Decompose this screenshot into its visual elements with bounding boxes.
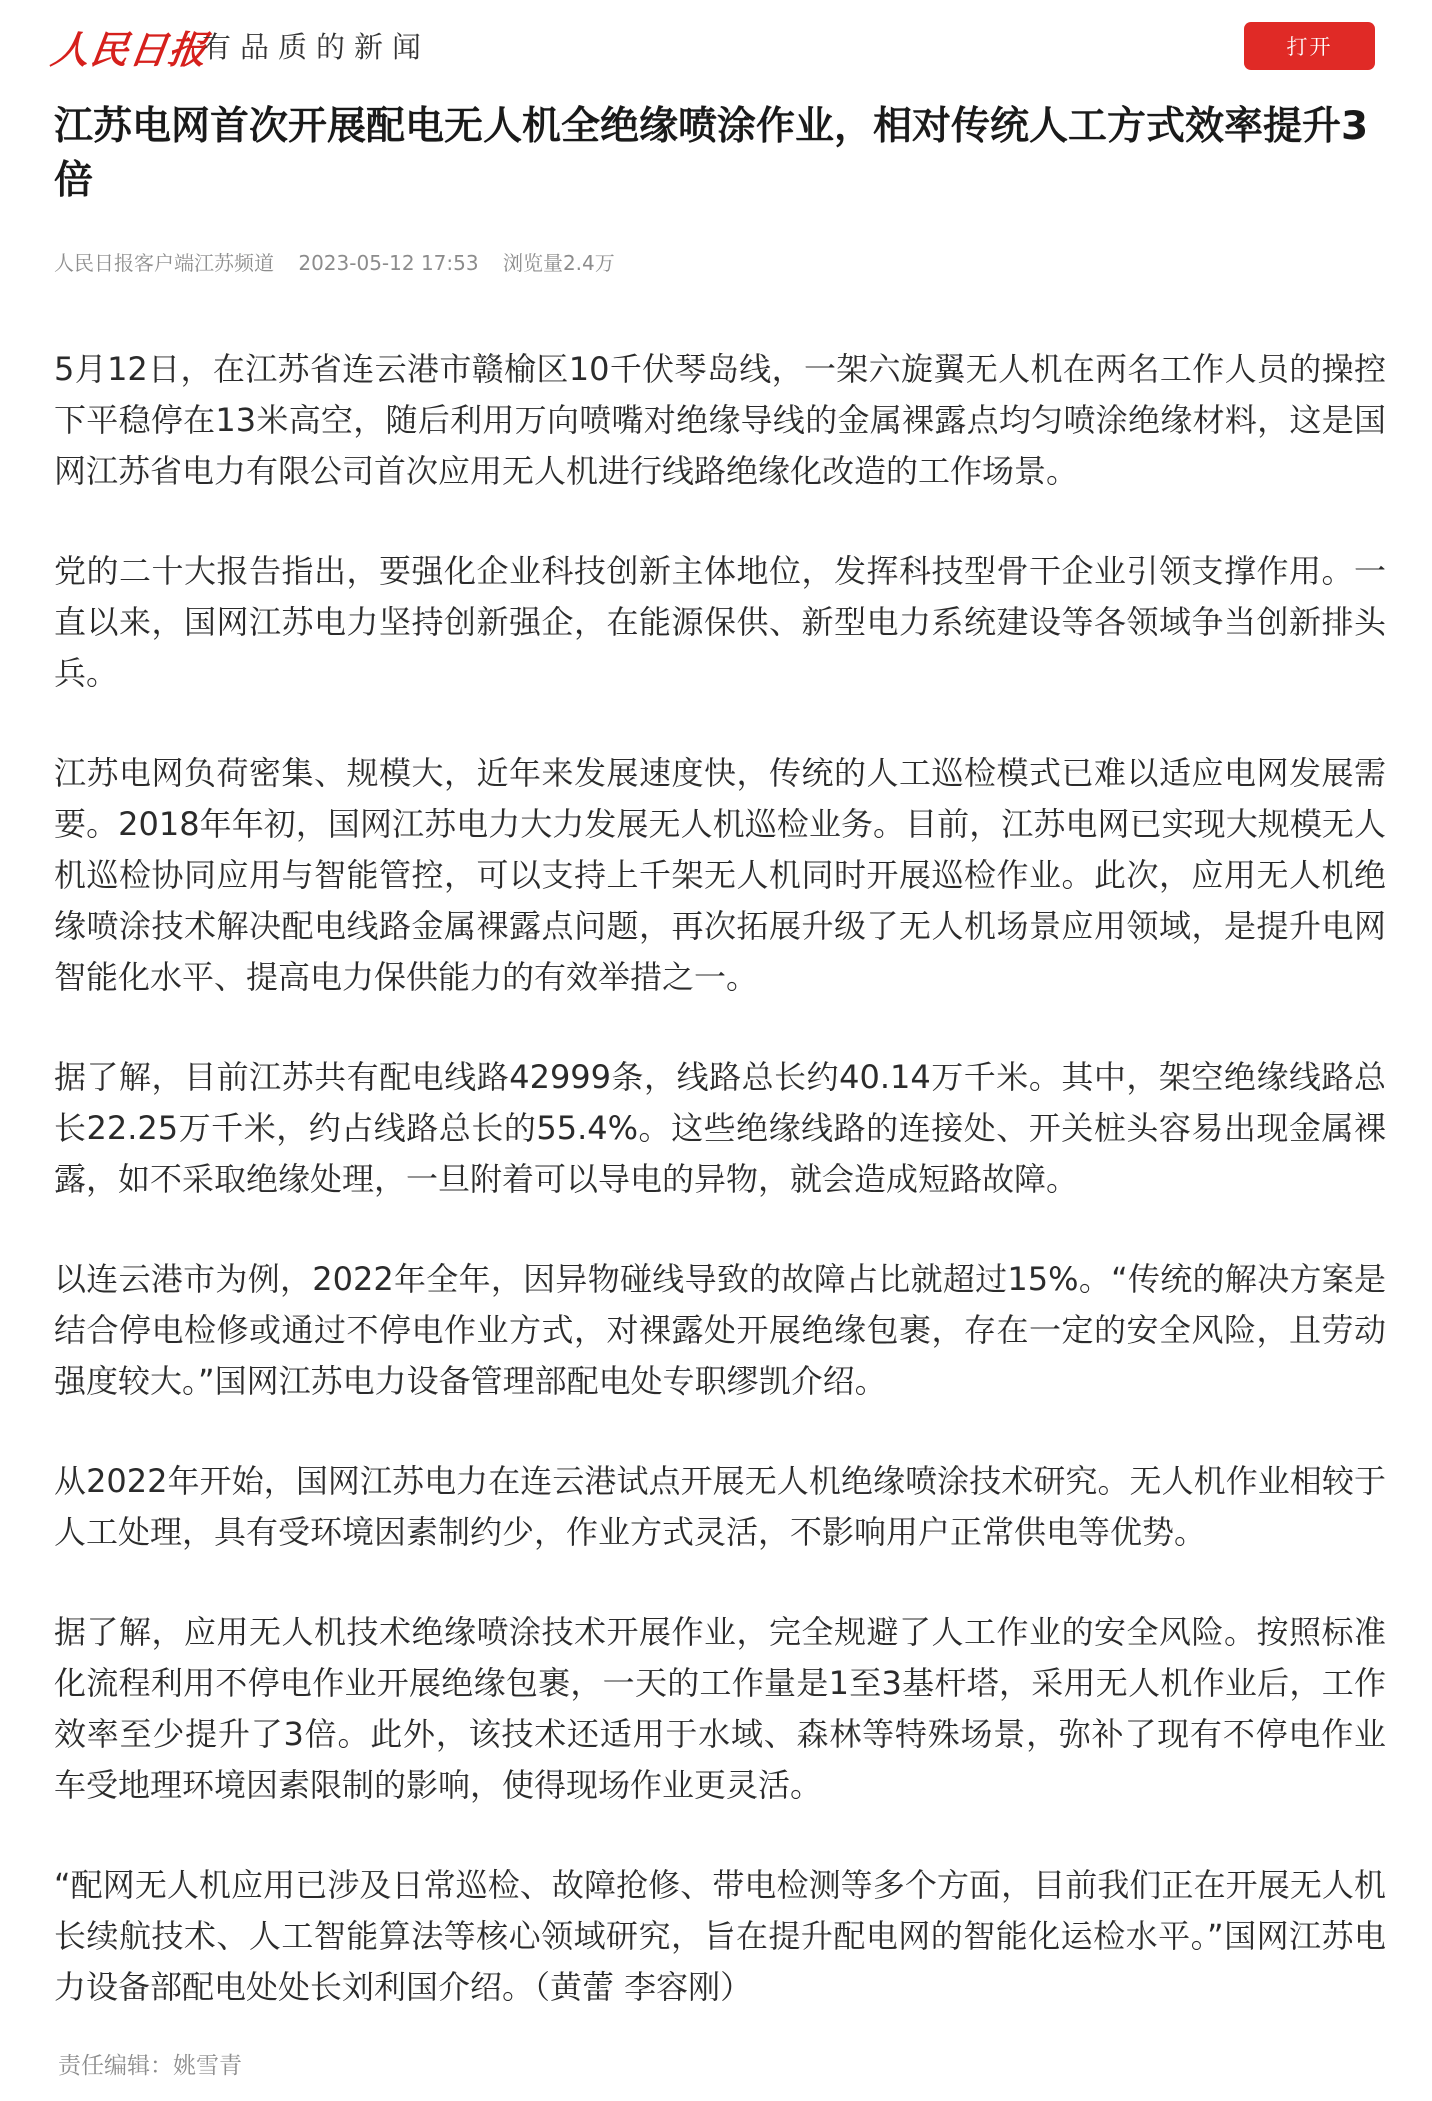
article-meta xyxy=(54,249,633,277)
article-views: 浏览量2.4万 xyxy=(502,251,615,275)
people-daily-logo[interactable] xyxy=(48,20,211,72)
paragraph: 江苏电网负荷密集、规模大，近年来发展速度快，传统的人工巡检模式已难以适应电网发展需要。2018年年初，国网江苏电力大力发展无人机巡检业务。目前，江苏电网已实现大规模无人机巡检协同应用与智能管控，可以支持上千架无人机同时开展巡检作业。此次，应用无人机绝缘喷涂技术解决配电线路金属裸露点问题，再次拓展升级了无人机场景应用领域，是提升电网智能化水平、提高电力保供能力的有效举措之一。 xyxy=(54,754,1386,996)
paragraph: 党的二十大报告指出，要强化企业科技创新主体地位，发挥科技型骨干企业引领支撑作用。一直以来，国网江苏电力坚持创新强企，在能源保供、新型电力系统建设等各领域争当创新排头兵。 xyxy=(54,552,1386,692)
paragraph: 据了解，应用无人机技术绝缘喷涂技术开展作业，完全规避了人工作业的安全风险。按照标准化流程利用不停电作业开展绝缘包裹，一天的工作量是1至3基杆塔，采用无人机作业后，工作效率至少提升了3倍。此外，该技术还适用于水域、森林等特殊场景，弥补了现有不停电作业车受地理环境因素限制的影响，使得现场作业更灵活。 xyxy=(54,1613,1386,1804)
open-app-button[interactable]: 打开 xyxy=(1244,22,1375,70)
article-datetime: 2023-05-12 17:53 xyxy=(298,251,479,275)
article-body xyxy=(54,344,1386,2062)
paragraph: 5月12日，在江苏省连云港市赣榆区10千伏琴岛线，一架六旋翼无人机在两名工作人员的操控下平稳停在13米高空，随后利用万向喷嘴对绝缘导线的金属裸露点均匀喷涂绝缘材料，这是国网江苏省电力有限公司首次应用无人机进行线路绝缘化改造的工作场景。 xyxy=(54,350,1386,490)
paragraph: 从2022年开始，国网江苏电力在连云港试点开展无人机绝缘喷涂技术研究。无人机作业相较于人工处理，具有受环境因素制约少，作业方式灵活，不影响用户正常供电等优势。 xyxy=(54,1462,1386,1551)
paragraph: 以连云港市为例，2022年全年，因异物碰线导致的故障占比就超过15%。“传统的解决方案是结合停电检修或通过不停电作业方式，对裸露处开展绝缘包裹，存在一定的安全风险，且劳动强度较大。”国网江苏电力设备管理部配电处专职缪凯介绍。 xyxy=(54,1260,1386,1400)
paragraph: 据了解，目前江苏共有配电线路42999条，线路总长约40.14万千米。其中，架空绝缘线路总长22.25万千米，约占线路总长的55.4%。这些绝缘线路的连接处、开关桩头容易出现金属裸露，如不采取绝缘处理，一旦附着可以导电的异物，就会造成短路故障。 xyxy=(54,1058,1386,1198)
article-source: 人民日报客户端江苏频道 xyxy=(54,251,274,275)
paragraph: “配网无人机应用已涉及日常巡检、故障抢修、带电检测等多个方面，目前我们正在开展无人机长续航技术、人工智能算法等核心领域研究，旨在提升配电网的智能化运检水平。”国网江苏电力设备部配电处处长刘利国介绍。（黄蕾 李容刚） xyxy=(54,1866,1386,2006)
slogan: 有品质的新闻 xyxy=(202,30,431,64)
article-title: 江苏电网首次开展配电无人机全绝缘喷涂作业，相对传统人工方式效率提升3倍 xyxy=(54,104,1369,203)
responsible-editor: 责任编辑：姚雪青 xyxy=(58,2053,242,2079)
logo-text: 人民日报 xyxy=(48,26,211,72)
top-bar xyxy=(0,0,1432,96)
